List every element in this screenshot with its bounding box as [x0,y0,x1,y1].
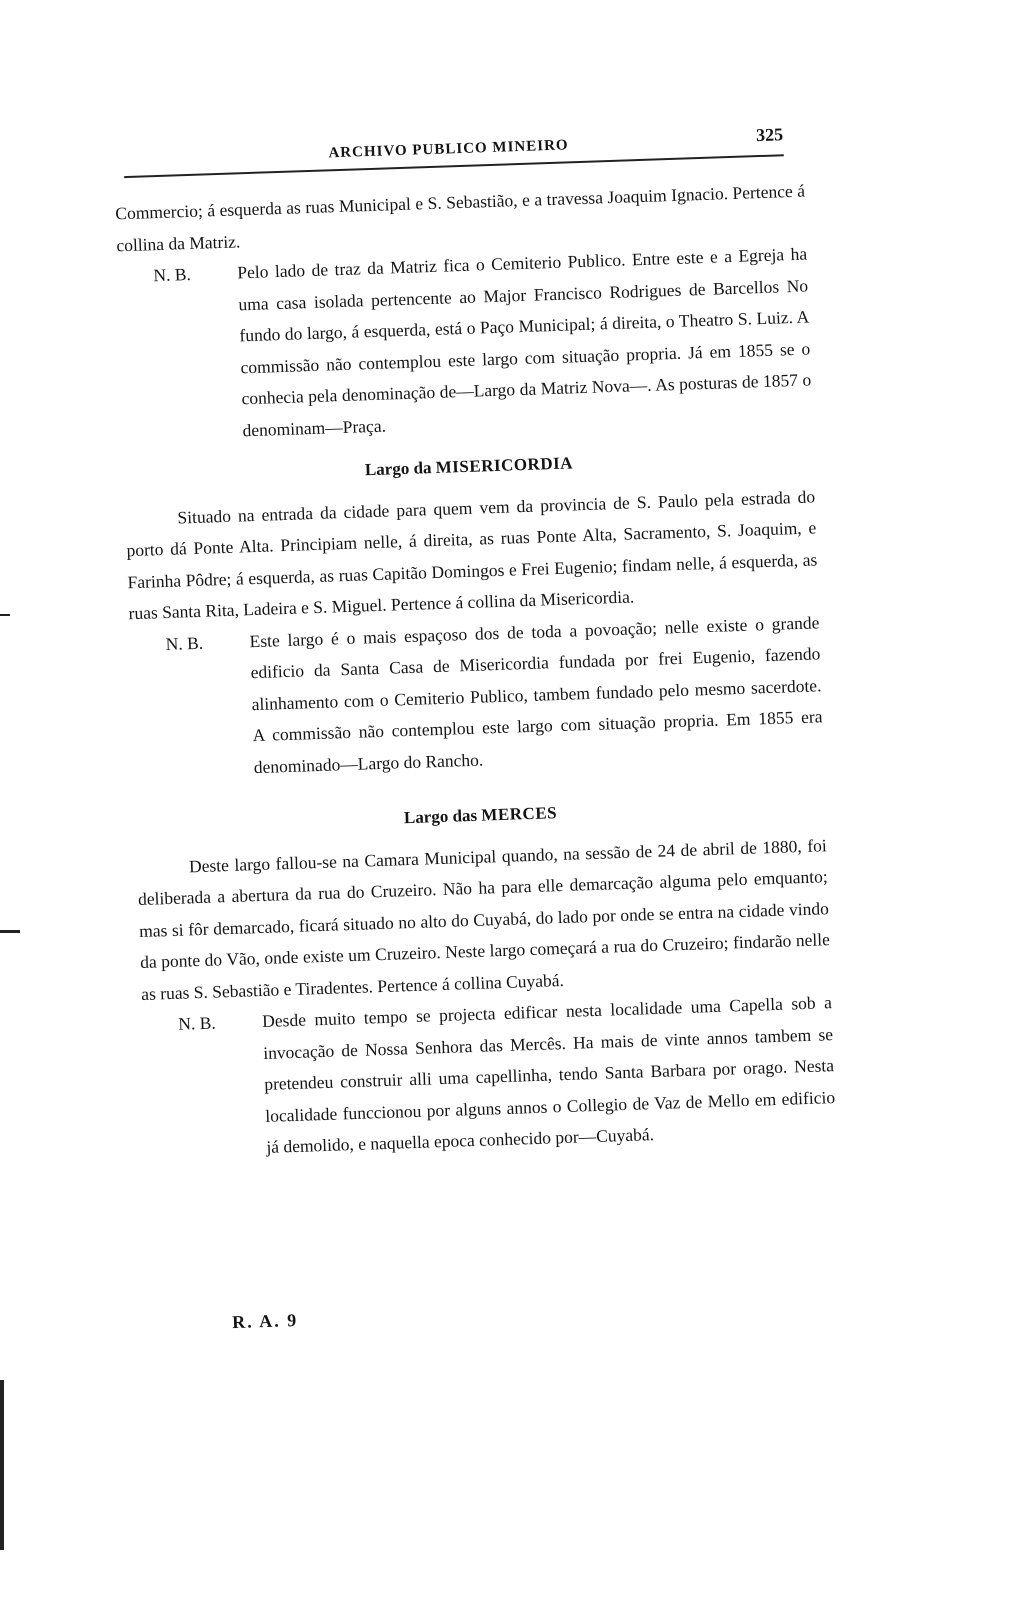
merces-note [142,987,837,1167]
note-text: Desde muito tempo se projecta edificar nesta localidade uma Capella sob a invocação de Nossa Senhora das Mercês. Ha mais de vinte annos tambem se pretendeu construir alli uma capellinha, tendo Santa Barbara por orago. Nesta localidade funccionou por alguns annos o Collegio de Vaz de Mello em edificio já demolido, e naquella epoca conhecido por—Cuyabá. [261,992,836,1157]
misericordia-body: Situado na entrada da cidade para quem vem da provincia de S. Paulo pela estrada do porto dá Ponte Alta. Principiam nelle, á direita, as ruas Ponte Alta, Sacramento, S. Joaquim, e Farinha Pôdre; á esquerda, as ruas Capitão Domingos e Frei Eugenio; findam nelle, á esquerda, as ruas Santa Rita, Ladeira e S. Miguel. Pertence á collina da Misericordia. [126,485,818,624]
note-text: Pelo lado de traz da Matriz fica o Cemiterio Publico. Entre este e a Egreja ha uma casa isolada pertencente ao Major Francisco Rodrigues de Barcellos No fundo do largo, á esquerda, está o Paço Municipal; á direita, o Theatro S. Luiz. A commissão não contemplou este largo com situação propria. Já em 1855 se o conhecia pela denominação de—Largo da Matriz Nova—. As posturas de 1857 o denominam—Praça. [237,243,812,440]
page-content [115,176,837,1168]
running-header [123,124,784,182]
merces-body: Deste largo fallou-se na Camara Municipal quando, na sessão de 24 de abril de 1880, foi deliberada a abertura da rua do Cruzeiro. Não ha para elle demarcação alguma pelo emquanto; mas si fôr demarcado, ficará situado no alto do Cuyabá, do lado por onde se entra na cidade vindo da ponte do Vão, onde existe um Cruzeiro. Neste largo começará a rua do Cruzeiro; findarão nelle as ruas S. Sebastião e Tiradentes. Pertence á collina Cuyabá. [137,834,831,1004]
misericordia-note [129,607,824,787]
note-text: Este largo é o mais espaçoso dos de toda a povoação; nelle existe o grande edificio da Santa Casa de Misericordia fundada por frei Eugenio, fazendo alinhamento com o Cemiterio Publico, tambem fundado pelo mesmo sacerdote. A commissão não contemplou este largo com situação propria. Em 1855 era denominado—Largo do Rancho. [249,611,823,777]
heading-name: MISERICORDIA [435,453,574,477]
page-number: 325 [755,124,784,146]
header-title: ARCHIVO PUBLICO MINEIRO [328,137,569,162]
heading-prefix: Largo da [364,458,432,480]
note-label: N. B. [165,632,204,654]
heading-name: MERCES [481,803,558,825]
heading-prefix: Largo das [403,805,478,828]
note-label: N. B. [153,263,192,286]
signature-mark: R. A. 9 [231,1309,299,1333]
intro-note [117,239,813,451]
note-label: N. B. [177,1012,216,1034]
intro-continuation: Commercio; á esquerda as ruas Municipal e S. Sebastião, e a travessa Joaquim Ignacio. Pertence á collina da Matriz. [115,180,806,255]
binding-mark-bottom [0,1380,4,1550]
